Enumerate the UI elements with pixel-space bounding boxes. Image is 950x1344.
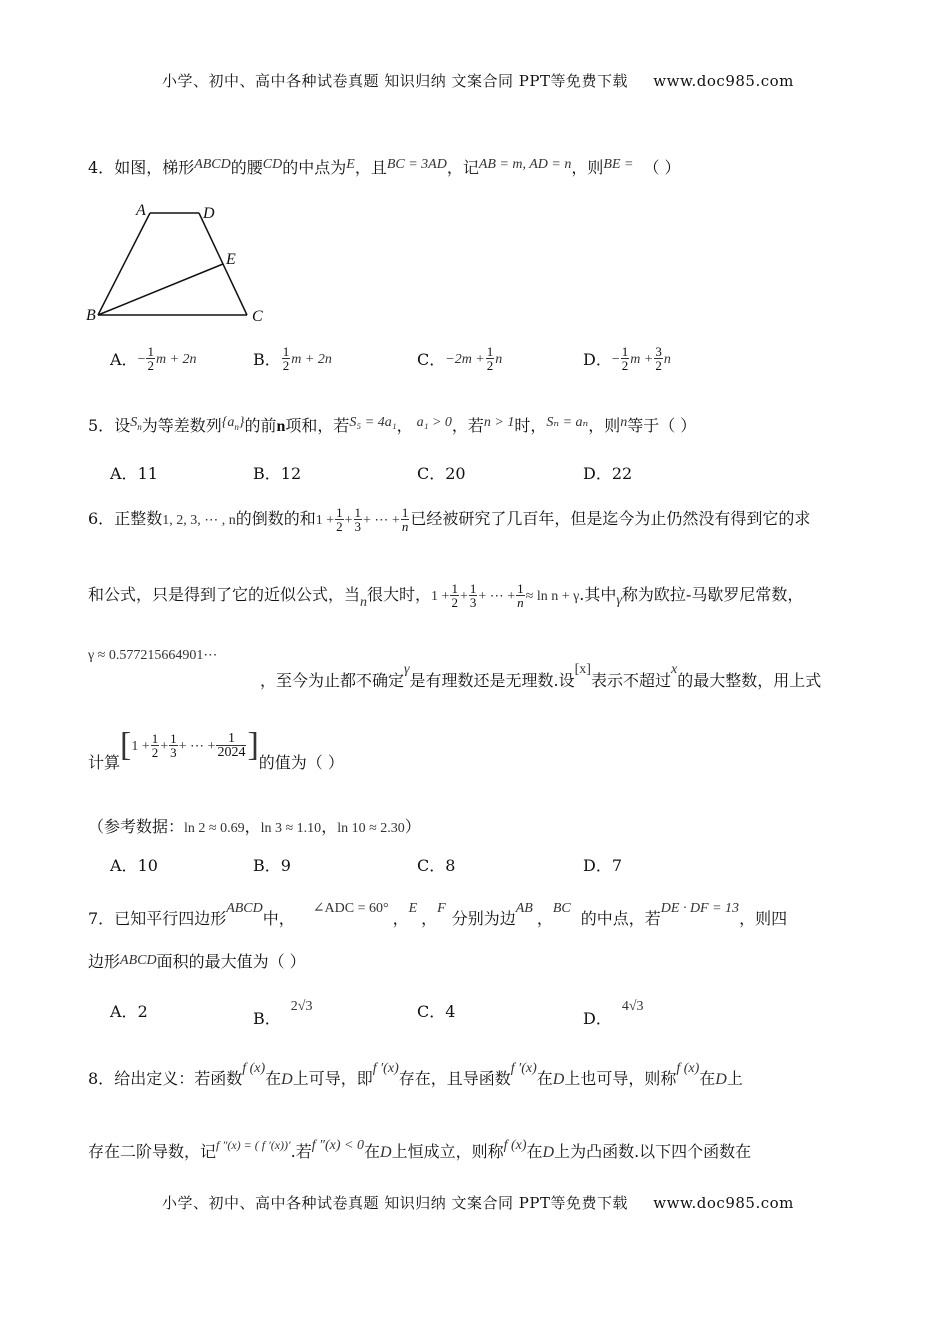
fraction-num: 1 [517, 581, 524, 596]
fraction-den: 3 [469, 595, 477, 610]
q6-sequence: 1, 2, 3, ⋯ , n [162, 513, 236, 528]
fraction [335, 506, 344, 533]
plus-dots: + ⋯ + [478, 589, 516, 604]
page-header [162, 70, 794, 91]
ref-end: ） [404, 817, 421, 836]
q7-text: 已知平行四边形 [114, 909, 227, 928]
q8-text: 存在，且导函数 [398, 1069, 511, 1088]
q4-abcd: ABCD [194, 157, 231, 172]
q7-text: ，则四 [739, 909, 788, 928]
floor-bracket-right: ] [247, 726, 259, 764]
q6-one-plus: 1 + [431, 589, 450, 604]
q8-fpx: f ′(x) [372, 1061, 399, 1076]
q7-text: 中， [262, 909, 295, 928]
label-c: C [252, 308, 263, 325]
segment-be [98, 264, 223, 315]
q7-option-c[interactable] [417, 999, 455, 1022]
label-a: A [136, 202, 146, 219]
fraction [654, 345, 663, 372]
option-label: C． [417, 350, 446, 369]
q6-text: ，至今为止都不确定 [260, 671, 405, 690]
q5-text: 等于（ ） [627, 416, 697, 435]
q8-d: D [281, 1071, 293, 1088]
ref-ln3: ln 3 ≈ 1.10 [260, 821, 322, 836]
q6-approx: ≈ ln n + γ [525, 589, 580, 604]
q5-sn [130, 415, 142, 430]
comma: ， [244, 817, 261, 836]
question-8-line-1 [88, 1058, 743, 1091]
label-b: B [86, 307, 96, 324]
option-value: 9 [280, 856, 291, 875]
fraction [151, 732, 160, 759]
header-text: 小学、初中、高中各种试卷真题 知识归纳 文案合同 PPT等免费下载 [162, 72, 628, 90]
option-label: B． [253, 856, 281, 875]
q8-text: 上可导，即 [292, 1069, 373, 1088]
q7-option-d[interactable] [583, 999, 644, 1029]
q6-gamma: γ [404, 662, 410, 677]
fraction [469, 582, 478, 609]
label-d: D [203, 205, 215, 222]
q8-number: 8． [88, 1069, 115, 1088]
plus: + [344, 513, 353, 528]
q6-text: 已经被研究了几百年，但是迄今为止仍然没有得到它的求 [410, 509, 811, 528]
page-footer [162, 1192, 794, 1213]
q5-text: ，若 [451, 416, 484, 435]
fraction-num: 1 [621, 344, 629, 359]
q6-text: 的倒数的和 [235, 509, 316, 528]
ref-ln2: ln 2 ≈ 0.69 [184, 821, 245, 836]
q5-text: 设 [114, 416, 131, 435]
q7-option-b[interactable] [253, 999, 312, 1029]
q8-text: 在 [526, 1142, 543, 1161]
fraction-den: 2 [655, 358, 662, 373]
question-4-stem [88, 154, 681, 179]
q6-reference-data [88, 816, 421, 840]
q5-text: 项和，若 [285, 416, 350, 435]
q6-gamma-value: γ ≈ 0.577215664901⋯ [88, 648, 218, 663]
option-label: B． [253, 350, 281, 369]
fraction [169, 732, 178, 759]
fraction-den: 3 [354, 519, 362, 534]
q4-number: 4． [88, 158, 115, 177]
q7-dot-product: DE · DF = 13 [660, 901, 740, 916]
q8-text: 在 [265, 1069, 282, 1088]
option-label: C． [417, 1002, 446, 1021]
q8-d: D [380, 1144, 392, 1161]
option-rest: m + 2n [155, 352, 197, 367]
q5-cond-3: n > 1 [483, 415, 515, 430]
option-sign: − [137, 352, 146, 367]
fraction-num: 1 [401, 505, 409, 520]
fraction-num: 1 [486, 344, 494, 359]
plus: + [160, 739, 169, 754]
q4-e: E [346, 157, 355, 172]
option-label: D． [583, 1009, 612, 1028]
option-value: 4 [445, 1002, 456, 1021]
q5-cond-4: Sₙ = aₙ [546, 415, 589, 430]
q6-option-c[interactable] [417, 853, 455, 876]
q7-text: 面积的最大值为（ ） [156, 952, 306, 971]
q6-option-a[interactable] [110, 853, 158, 876]
q5-text: 为等差数列 [141, 416, 222, 435]
option-value: 20 [445, 464, 466, 483]
option-post: n [495, 352, 503, 367]
option-pre: −2m + [445, 352, 485, 367]
q6-text: 的最大整数，用上式 [677, 671, 822, 690]
ref-ln10: ln 10 ≈ 2.30 [337, 821, 405, 836]
q5-text: 时， [514, 416, 547, 435]
option-value: 7 [611, 856, 623, 875]
fraction-den: 2 [621, 358, 629, 373]
floor-bracket-left: [ [120, 726, 132, 764]
q5-sequence [222, 415, 245, 430]
edge-dc [199, 213, 247, 315]
q6-number: 6． [88, 509, 115, 528]
q8-text: 在 [536, 1069, 553, 1088]
option-label: A． [110, 856, 138, 875]
option-value: 4√3 [621, 999, 644, 1014]
q7-abcd: ABCD [226, 901, 263, 916]
q6-text: 表示不超过 [590, 671, 671, 690]
q7-e: E [408, 901, 418, 916]
q7-abcd: ABCD [120, 953, 157, 968]
q5-text: ， [396, 416, 413, 435]
q7-text: 的中点，若 [580, 909, 661, 928]
q4-text: 的中点为 [282, 158, 347, 177]
fraction-num: 3 [655, 344, 662, 359]
q4-option-c[interactable] [417, 345, 502, 372]
q4-text: ，则 [571, 158, 604, 177]
q5-cond-2: a₁ > 0 [416, 415, 452, 430]
question-6-line-4 [88, 726, 344, 774]
option-value: 10 [137, 856, 158, 875]
q4-text: 的腰 [230, 158, 263, 177]
header-site: www.doc985.com [653, 72, 794, 90]
q8-text: 给出定义：若函数 [114, 1069, 243, 1088]
question-8-line-2 [88, 1134, 751, 1164]
option-value: 12 [280, 464, 302, 483]
q5-sub: n [137, 421, 142, 432]
q5-option-d[interactable] [583, 461, 632, 484]
fraction [621, 345, 630, 372]
q6-text: 和公式，只是得到了它的近似公式，当 [88, 585, 361, 604]
q8-condition: f ″(x) < 0 [311, 1138, 364, 1153]
q8-text: 上 [726, 1069, 743, 1088]
q5-text: 的前 [244, 416, 277, 435]
option-label: D． [583, 856, 612, 875]
fraction-den: 2 [151, 745, 159, 760]
footer-text: 小学、初中、高中各种试卷真题 知识归纳 文案合同 PPT等免费下载 [162, 1194, 628, 1212]
q4-condition: BC = 3AD [386, 157, 447, 172]
fraction-den: 2 [147, 358, 154, 373]
option-value: 2 [137, 1002, 148, 1021]
option-label: B． [253, 464, 281, 483]
label-e: E [226, 251, 236, 268]
q4-text: ，且 [354, 158, 387, 177]
q6-text: 正整数 [114, 509, 163, 528]
q5-option-b[interactable] [253, 461, 301, 484]
plus: + [459, 589, 468, 604]
fraction-num: 1 [282, 344, 290, 359]
q4-vector-definitions: AB = m, AD = n [478, 157, 572, 172]
option-label: A． [110, 464, 138, 483]
comma: ， [421, 909, 438, 928]
q7-bc: BC [552, 901, 571, 916]
q8-definition: f ″(x) = ( f ′(x))′ [216, 1138, 291, 1152]
q8-text: 存在二阶导数，记 [88, 1142, 217, 1161]
fraction-num: 1 [451, 581, 458, 596]
fraction-den: n [517, 595, 524, 610]
option-label: A． [110, 350, 138, 369]
comma: ， [392, 909, 409, 928]
q5-option-c[interactable] [417, 461, 466, 484]
fraction-num: 1 [170, 731, 177, 746]
q8-d: D [542, 1144, 555, 1161]
q5-text: ，则 [588, 416, 621, 435]
q5-s: S [130, 415, 138, 430]
option-value: 11 [137, 464, 158, 483]
q6-sum-start: 1 + [315, 513, 335, 528]
q8-text: 上恒成立，则称 [391, 1142, 504, 1161]
fraction [354, 506, 363, 533]
q7-ab: AB [515, 901, 533, 916]
question-6-line-1 [88, 506, 810, 533]
fraction [401, 506, 410, 533]
fraction [146, 345, 155, 372]
option-label: C． [417, 856, 446, 875]
q7-f: F [437, 901, 446, 916]
q8-fx: f (x) [503, 1138, 527, 1153]
q5-seq: {a [221, 415, 235, 430]
footer-site: www.doc985.com [653, 1194, 794, 1212]
fraction-num: 1 [469, 581, 477, 596]
q5-seq-end: } [238, 415, 245, 430]
q6-text: .其中 [579, 585, 617, 604]
q4-be: BE = [603, 157, 634, 172]
q6-text: 的值为（ ） [258, 753, 344, 772]
q8-text: 在 [699, 1069, 716, 1088]
comma: ， [321, 817, 338, 836]
q6-n: n [360, 595, 368, 610]
edge-ab [98, 213, 150, 315]
option-mid: m + [630, 352, 654, 367]
fraction [216, 732, 246, 759]
question-7-line-1 [88, 898, 787, 930]
q6-one-plus: 1 + [131, 739, 150, 754]
question-6-line-2 [88, 582, 803, 614]
fraction-num: 1 [151, 731, 159, 746]
q4-cd: CD [262, 157, 283, 172]
q5-cond-1: S₅ = 4a₁ [349, 415, 397, 430]
option-label: A． [110, 1002, 138, 1021]
option-sign: − [611, 352, 620, 367]
q8-d: D [715, 1071, 727, 1088]
q5-n: n [276, 418, 286, 435]
fraction [450, 582, 459, 609]
q8-text: .若 [290, 1142, 312, 1161]
option-post: n [663, 352, 671, 367]
q7-option-a[interactable] [110, 999, 148, 1022]
option-value: 8 [445, 856, 456, 875]
q7-text: 边形 [88, 952, 121, 971]
fraction-num: 1 [354, 505, 362, 520]
fraction-den: 2024 [217, 745, 246, 760]
q4-option-a[interactable] [110, 345, 197, 372]
q4-option-d[interactable] [583, 345, 671, 372]
option-value: 2√3 [290, 999, 313, 1014]
q6-text: 是有理数还是无理数.设 [409, 671, 575, 690]
plus-dots: + ⋯ + [178, 739, 216, 754]
option-label: D． [583, 350, 612, 369]
option-label: C． [417, 464, 446, 483]
fraction-num: 1 [147, 344, 154, 359]
q8-fpx: f ′(x) [510, 1061, 537, 1076]
q6-option-b[interactable] [253, 853, 291, 876]
q8-text: 上也可导，则称 [564, 1069, 677, 1088]
option-value: 22 [611, 464, 633, 483]
option-label: D． [583, 464, 612, 483]
q4-option-b[interactable] [253, 345, 332, 372]
option-label: B． [253, 1009, 281, 1028]
question-5-stem [88, 412, 696, 438]
q6-x: x [670, 662, 678, 677]
q4-text: 如图，梯形 [114, 158, 195, 177]
q5-sub: n [234, 421, 239, 432]
question-6-line-3 [88, 645, 217, 670]
fraction-den: 2 [336, 519, 343, 534]
q7-number: 7． [88, 909, 115, 928]
fraction-num: 1 [336, 505, 343, 520]
q6-floor: [x] [574, 662, 591, 677]
fraction [516, 582, 525, 609]
q8-text: 在 [363, 1142, 380, 1161]
fraction-den: n [401, 519, 409, 534]
q8-text: 上为凸函数.以下四个函数在 [554, 1142, 752, 1161]
question-7-line-2 [88, 950, 306, 973]
q5-option-a[interactable] [110, 461, 158, 484]
trapezoid-figure [84, 200, 274, 325]
fraction-den: 3 [170, 745, 177, 760]
fraction-den: 2 [282, 358, 290, 373]
plus-dots: + ⋯ + [363, 513, 400, 528]
comma: ， [536, 909, 553, 928]
q7-text: 分别为边 [451, 909, 516, 928]
q4-text: ，记 [446, 158, 479, 177]
q5-n-italic: n [620, 415, 628, 430]
q6-text: 很大时， [367, 585, 432, 604]
q6-text: 称为欧拉-马歇罗尼常数， [621, 585, 804, 604]
q8-fx: f (x) [242, 1061, 266, 1076]
q5-number: 5． [88, 416, 115, 435]
q6-text: 计算 [88, 753, 121, 772]
fraction [282, 345, 291, 372]
fraction-den: 2 [486, 358, 494, 373]
ref-label: （参考数据： [88, 817, 185, 836]
q6-option-d[interactable] [583, 853, 622, 876]
q7-angle: ∠ADC = 60° [312, 901, 389, 916]
q6-gamma: γ [616, 593, 622, 608]
q8-d: D [552, 1071, 565, 1088]
question-6-line-3b [260, 659, 821, 692]
fraction-num: 1 [216, 732, 246, 746]
q8-fx: f (x) [676, 1061, 700, 1076]
fraction-den: 2 [451, 595, 458, 610]
option-rest: m + 2n [291, 352, 332, 367]
fraction [486, 345, 495, 372]
q4-answer-paren: （ ） [643, 158, 681, 177]
